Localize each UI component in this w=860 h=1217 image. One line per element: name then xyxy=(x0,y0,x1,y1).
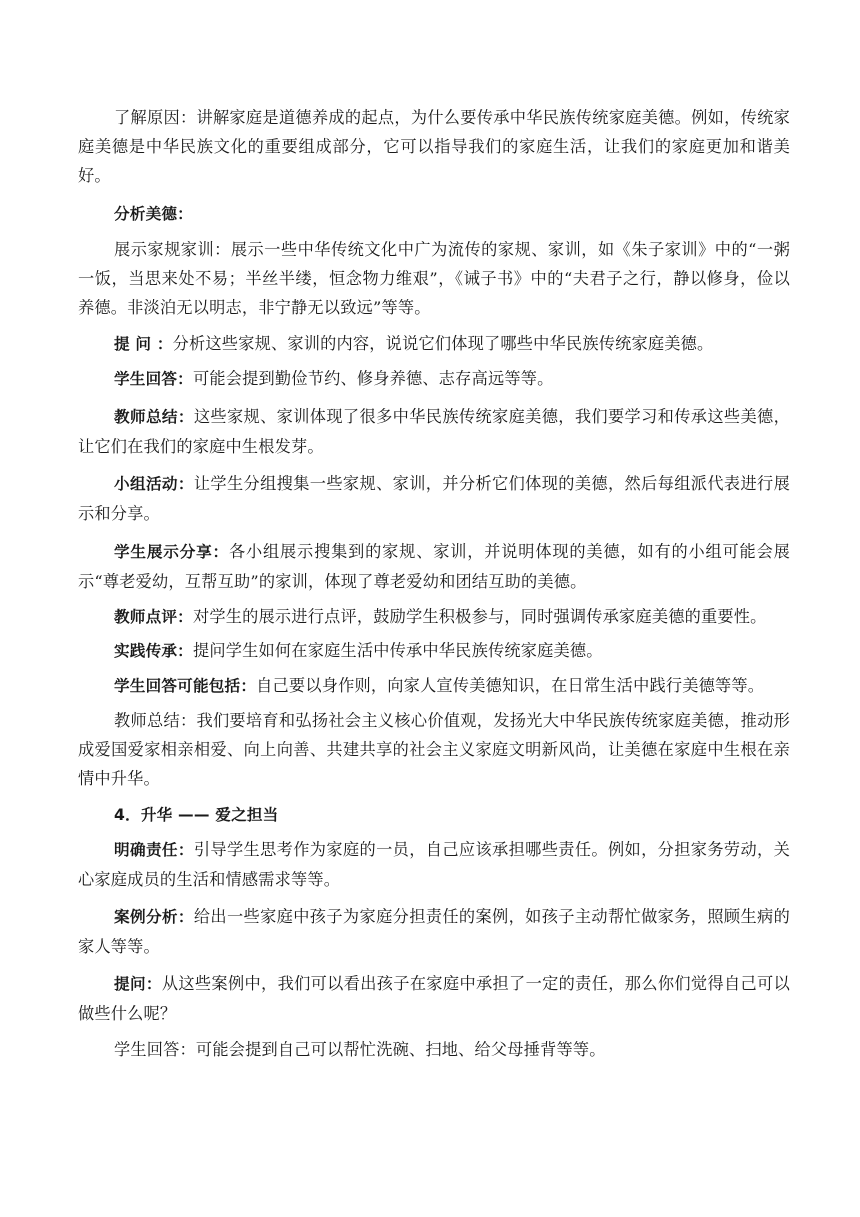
paragraph-lead: 提问： xyxy=(114,975,162,993)
paragraph-student-answer xyxy=(78,364,790,394)
paragraph-text: 提问学生如何在家庭生活中传承中华民族传统家庭美德。 xyxy=(192,641,603,660)
paragraph-practice xyxy=(78,636,790,666)
paragraph-reason xyxy=(78,103,790,190)
paragraph-student-share xyxy=(78,537,790,596)
paragraph-lead: 教师点评： xyxy=(114,608,193,626)
paragraph-text: 这些家规、家训体现了很多中华民族传统家庭美德，我们要学习和传承这些美德，让它们在我们的家庭中生根发芽。 xyxy=(78,407,790,456)
paragraph-lead: 小组活动： xyxy=(114,475,194,493)
paragraph-text: 让学生分组搜集一些家规、家训，并分析它们体现的美德，然后每组派代表进行展示和分享。 xyxy=(78,474,790,523)
section-heading-text: 分析美德： xyxy=(114,205,193,223)
paragraph-lead: 案例分析： xyxy=(114,908,194,926)
section-heading-virtue xyxy=(78,199,790,229)
paragraph-teacher-summary xyxy=(78,402,790,461)
document-page xyxy=(78,0,790,1076)
paragraph-student-reply xyxy=(78,1035,790,1064)
paragraph-group-activity xyxy=(78,469,790,528)
paragraph-text: 了解原因：讲解家庭是道德养成的起点，为什么要传承中华民族传统家庭美德。例如，传统家庭美德是中华民族文化的重要组成部分，它可以指导我们的家庭生活，让我们的家庭更加和谐美好。 xyxy=(78,108,790,185)
paragraph-text: 引导学生思考作为家庭的一员，自己应该承担哪些责任。例如，分担家务劳动，关心家庭成员的生活和情感需求等等。 xyxy=(78,840,790,889)
paragraph-lead: 提 问 ： xyxy=(114,335,173,353)
paragraph-case-analysis xyxy=(78,902,790,961)
section-heading-text: 4．升华 —— 爱之担当 xyxy=(114,806,279,824)
paragraph-ask xyxy=(78,969,790,1028)
paragraph-teacher-comment xyxy=(78,602,790,632)
paragraph-text: 展示家规家训：展示一些中华传统文化中广为流传的家规、家训，如《朱子家训》中的“一粥一饭，当思来处不易；半丝半缕，恒念物力维艰”，《诫子书》中的“夫君子之行，静以修身，俭以养德。非淡泊无以明志，非宁静无以致远”等等。 xyxy=(78,240,790,317)
paragraph-clarify-duty xyxy=(78,835,790,894)
paragraph-text: 从这些案例中，我们可以看出孩子在家庭中承担了一定的责任，那么你们觉得自己可以做些什么呢？ xyxy=(78,974,790,1023)
paragraph-teacher-conclusion xyxy=(78,706,790,793)
paragraph-lead: 实践传承： xyxy=(114,642,193,660)
paragraph-text: 给出一些家庭中孩子为家庭分担责任的案例，如孩子主动帮忙做家务，照顾生病的家人等等。 xyxy=(78,907,790,956)
paragraph-text: 自己要以身作则，向家人宣传美德知识，在日常生活中践行美德等等。 xyxy=(256,676,765,695)
paragraph-lead: 教师总结： xyxy=(114,408,194,426)
paragraph-text: 教师总结：我们要培育和弘扬社会主义核心价值观，发扬光大中华民族传统家庭美德，推动形成爱国爱家相亲相爱、向上向善、共建共享的社会主义家庭文明新风尚，让美德在家庭中生根在亲情中升华。 xyxy=(78,711,790,788)
paragraph-answer-includes xyxy=(78,671,790,701)
paragraph-lead: 学生回答可能包括： xyxy=(114,677,257,695)
paragraph-text: 对学生的展示进行点评，鼓励学生积极参与，同时强调传承家庭美德的重要性。 xyxy=(192,607,767,626)
paragraph-text: 可能会提到勤俭节约、修身养德、志存高远等等。 xyxy=(192,369,554,388)
paragraph-family-rules xyxy=(78,235,790,322)
paragraph-text: 各小组展示搜集到的家规、家训，并说明体现的美德，如有的小组可能会展示“尊老爱幼，互帮互助”的家训，体现了尊老爱幼和团结互助的美德。 xyxy=(78,542,790,591)
section-heading-responsibility xyxy=(78,800,790,830)
paragraph-lead: 明确责任： xyxy=(114,841,194,859)
paragraph-question xyxy=(78,329,790,359)
paragraph-text: 分析这些家规、家训的内容，说说它们体现了哪些中华民族传统家庭美德。 xyxy=(172,334,714,353)
paragraph-text: 学生回答：可能会提到自己可以帮忙洗碗、扫地、给父母捶背等等。 xyxy=(114,1040,606,1059)
paragraph-lead: 学生展示分享： xyxy=(114,543,229,561)
paragraph-lead: 学生回答： xyxy=(114,370,193,388)
